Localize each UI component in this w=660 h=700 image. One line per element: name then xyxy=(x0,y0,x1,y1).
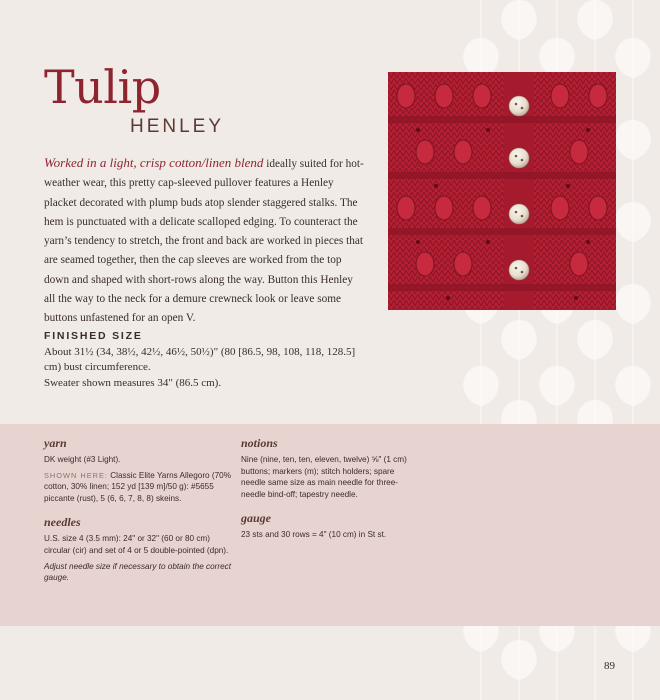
intro-body: ideally suited for hot-weather wear, this pretty cap-sleeved pullover features a Henley placket decorated with plump buds atop slender staggered stalks. The hem is punctuated with a delicate scalloped edging. To counteract the yarn’s tendency to stretch, the front and back are worked in pieces that are seamed together, then the cap sleeves are worked from the top down and shaped with short-rows along the way. Button this Henley all the way to the neck for a demure crewneck look or leave some buttons unfastened for an open V. xyxy=(44,158,364,325)
yarn-weight: DK weight (#3 Light). xyxy=(44,455,121,464)
finished-size-heading: FINISHED SIZE xyxy=(44,330,143,342)
yarn-heading: yarn xyxy=(44,436,67,450)
page-subtitle: HENLEY xyxy=(130,116,225,137)
knit-swatch-photo xyxy=(388,72,616,310)
notions-text: Nine (nine, ten, ten, eleven, twelve) ⅝" (1 cm) buttons; markers (m); stitch holders; spare needle same size as main needle for three-needle bind-off; tapestry needle. xyxy=(241,455,407,499)
intro-lead: Worked in a light, crisp cotton/linen blend xyxy=(44,155,264,170)
gauge-text: 23 sts and 30 rows = 4" (10 cm) in St st. xyxy=(241,530,387,540)
gauge-heading: gauge xyxy=(241,511,271,526)
needles-note: Adjust needle size if necessary to obtain the correct gauge. xyxy=(44,561,232,583)
needles-text: U.S. size 4 (3.5 mm): 24" or 32" (60 or 80 cm) circular (cir) and set of 4 or 5 double-pointed (dpn). xyxy=(44,534,229,555)
notions-heading: notions xyxy=(241,436,278,450)
yarn-shown-text: Classic Elite Yarns Allegoro (70% cotton, 30% linen; 152 yd [139 m]/50 g): #5655 piccante (rust), 5 (6, 6, 7, 8, 8) skeins. xyxy=(44,470,231,503)
finished-size-text: About 31½ (34, 38½, 42½, 46½, 50½)" (80 [86.5, 98, 108, 118, 128.5] cm) bust circumference. xyxy=(44,346,356,373)
yarn-shown-label: SHOWN HERE: xyxy=(44,470,108,480)
finished-size-shown: Sweater shown measures 34" (86.5 cm). xyxy=(44,377,222,389)
yarn-shown-here xyxy=(44,470,234,505)
intro-paragraph xyxy=(44,153,366,329)
materials-left-column xyxy=(44,436,234,588)
needles-heading: needles xyxy=(44,515,81,530)
page-title: Tulip xyxy=(44,60,161,114)
page-number: 89 xyxy=(604,660,615,672)
materials-right-column xyxy=(241,436,421,545)
